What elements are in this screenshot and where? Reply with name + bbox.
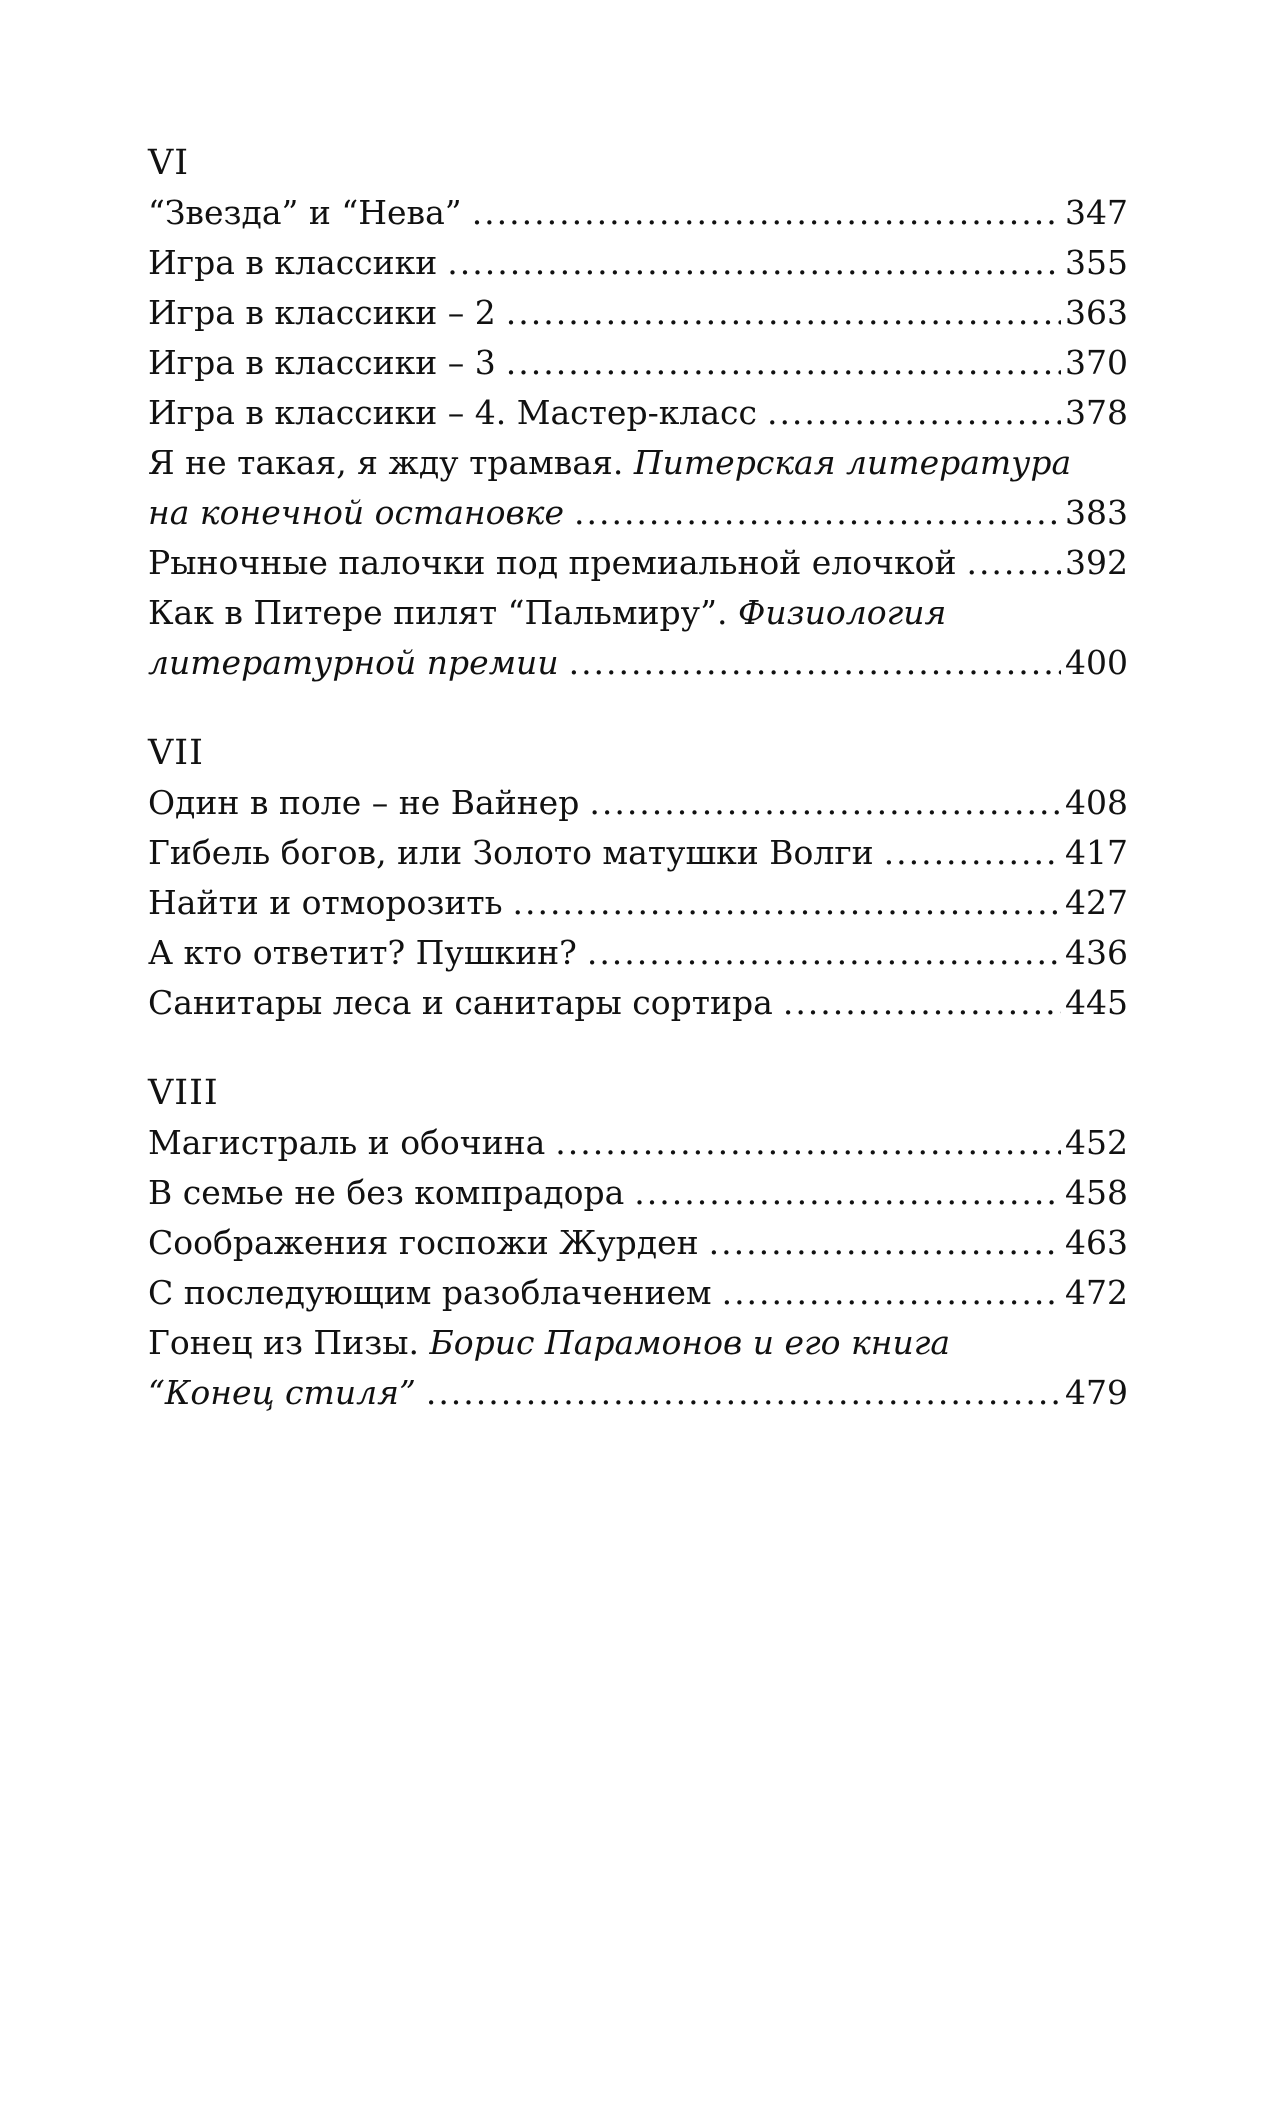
toc-entry[interactable] [148, 978, 1128, 1028]
toc-entry-second-line [148, 1368, 1128, 1418]
entry-page-number: 463 [1065, 1223, 1128, 1262]
toc-entry[interactable] [148, 928, 1128, 978]
entry-page-number: 472 [1065, 1273, 1128, 1312]
entry-subtitle: литературной премии [148, 643, 559, 682]
entry-page-number: 458 [1065, 1173, 1128, 1212]
dot-leader [783, 978, 1061, 1028]
toc-entry-two-line[interactable] [148, 438, 1128, 538]
entry-page-number: 378 [1065, 393, 1128, 432]
dot-leader [884, 828, 1061, 878]
dot-leader [506, 338, 1061, 388]
entry-title: Игра в классики – 2 [148, 293, 496, 332]
toc-entry[interactable] [148, 1118, 1128, 1168]
entry-page-number: 363 [1065, 293, 1128, 332]
toc-entry-two-line[interactable] [148, 588, 1128, 688]
dot-leader [709, 1218, 1061, 1268]
entry-title: Магистраль и обочина [148, 1123, 546, 1162]
toc-entry[interactable] [148, 338, 1128, 388]
toc-entry[interactable] [148, 188, 1128, 238]
toc-entry-first-line [148, 588, 1128, 638]
entry-title: Игра в классики – 3 [148, 343, 496, 382]
entry-subtitle: Питерская литература [633, 443, 1072, 482]
entry-subtitle: Борис Парамонов и его книга [429, 1323, 951, 1362]
entry-title: В семье не без компрадора [148, 1173, 625, 1212]
toc-entry-first-line [148, 438, 1128, 488]
entry-title: Игра в классики [148, 243, 438, 282]
dot-leader [587, 928, 1061, 978]
toc-entry[interactable] [148, 238, 1128, 288]
entry-title: Гонец из Пизы. [148, 1323, 419, 1362]
entry-title: “Звезда” и “Нева” [148, 193, 462, 232]
entry-title: Соображения госпожи Журден [148, 1223, 699, 1262]
toc-entry-two-line[interactable] [148, 1318, 1128, 1418]
entry-subtitle: Физиология [737, 593, 947, 632]
entry-title: А кто ответит? Пушкин? [148, 933, 577, 972]
entry-title: Один в поле – не Вайнер [148, 783, 580, 822]
entry-title: С последующим разоблачением [148, 1273, 712, 1312]
entry-title: Игра в классики – 4. Мастер-класс [148, 393, 757, 432]
entry-page-number: 347 [1065, 193, 1128, 232]
toc-section-vii [148, 728, 1128, 1028]
dot-leader [589, 778, 1061, 828]
toc-entry-second-line [148, 488, 1128, 538]
entry-page-number: 479 [1065, 1373, 1128, 1412]
toc-section-vi [148, 138, 1128, 688]
table-of-contents [148, 138, 1128, 1418]
entry-page-number: 383 [1065, 493, 1128, 532]
entry-page-number: 355 [1065, 243, 1128, 282]
dot-leader [966, 538, 1061, 588]
toc-entry[interactable] [148, 878, 1128, 928]
entry-title: Гибель богов, или Золото матушки Волги [148, 833, 874, 872]
entry-page-number: 427 [1065, 883, 1128, 922]
entry-page-number: 436 [1065, 933, 1128, 972]
entry-page-number: 370 [1065, 343, 1128, 382]
toc-entry[interactable] [148, 1268, 1128, 1318]
toc-entry[interactable] [148, 388, 1128, 438]
dot-leader [513, 878, 1061, 928]
entry-title: Как в Питере пилят “Пальмиру”. [148, 593, 728, 632]
entry-page-number: 392 [1065, 543, 1128, 582]
entry-page-number: 417 [1065, 833, 1128, 872]
toc-entry[interactable] [148, 778, 1128, 828]
dot-leader [574, 488, 1061, 538]
dot-leader [555, 1118, 1061, 1168]
entry-title: Санитары леса и санитары сортира [148, 983, 773, 1022]
dot-leader [634, 1168, 1061, 1218]
entry-page-number: 400 [1065, 643, 1128, 682]
toc-entry[interactable] [148, 288, 1128, 338]
entry-subtitle: “Конец стиля” [148, 1373, 416, 1412]
toc-section-viii [148, 1068, 1128, 1418]
section-heading: VII [148, 733, 204, 773]
entry-page-number: 452 [1065, 1123, 1128, 1162]
section-heading: VI [148, 143, 190, 183]
toc-entry[interactable] [148, 538, 1128, 588]
dot-leader [569, 638, 1061, 688]
entry-subtitle: на конечной остановке [148, 493, 564, 532]
toc-entry-second-line [148, 638, 1128, 688]
dot-leader [722, 1268, 1061, 1318]
dot-leader [767, 388, 1061, 438]
entry-title: Я не такая, я жду трамвая. [148, 443, 624, 482]
toc-entry[interactable] [148, 1218, 1128, 1268]
entry-page-number: 445 [1065, 983, 1128, 1022]
entry-title: Найти и отморозить [148, 883, 503, 922]
toc-entry[interactable] [148, 1168, 1128, 1218]
dot-leader [472, 188, 1061, 238]
toc-entry[interactable] [148, 828, 1128, 878]
entry-page-number: 408 [1065, 783, 1128, 822]
entry-title: Рыночные палочки под премиальной елочкой [148, 543, 957, 582]
dot-leader [426, 1368, 1061, 1418]
dot-leader [447, 238, 1061, 288]
section-heading: VIII [148, 1073, 219, 1113]
toc-entry-first-line [148, 1318, 1128, 1368]
dot-leader [506, 288, 1061, 338]
